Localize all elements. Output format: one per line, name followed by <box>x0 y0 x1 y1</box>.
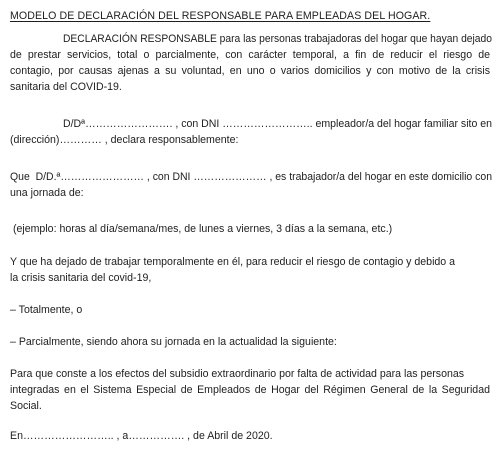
signature-place-date: En…………………….. , a……………. , de Abril de 2020. <box>10 430 273 442</box>
option-partially: – Parcialmente, siendo ahora su jornada en la actualidad la siguiente: <box>10 336 337 348</box>
paragraph-5-line-1: Para que conste a los efectos del subsidio extraordinario por falta de actividad para las personas <box>10 368 465 380</box>
paragraph-3-line-1: Que D/D.ª…………………… , con DNI ………………… , es trabajador/a del hogar en este domicilio con <box>10 171 493 183</box>
document-title: MODELO DE DECLARACIÓN DEL RESPONSABLE PARA EMPLEADAS DEL HOGAR. <box>10 10 431 22</box>
example-note: (ejemplo: horas al día/semana/mes, de lunes a viernes, 3 días a la semana, etc.) <box>10 223 393 235</box>
paragraph-1-line-1: DECLARACIÓN RESPONSABLE para las personas trabajadoras del hogar que hayan dejado <box>63 33 492 45</box>
paragraph-2-line-1: D/Dª……………………. , con DNI …………………….. empleador/a del hogar familiar sito en <box>63 118 493 130</box>
paragraph-1-line-4: sanitaria del COVID-19. <box>10 81 122 93</box>
paragraph-4-line-1: Y que ha dejado de trabajar temporalmente en él, para reducir el riesgo de contagio y debido a <box>10 256 456 268</box>
option-totally: – Totalmente, o <box>10 304 83 316</box>
paragraph-5-line-2: integradas en el Sistema Especial de Empleados de Hogar del Régimen General de la Seguridad <box>10 384 490 396</box>
paragraph-4-line-2: la crisis sanitaria del covid-19, <box>10 272 152 284</box>
paragraph-5-line-3: Social. <box>10 400 42 412</box>
paragraph-3-line-2: una jornada de: <box>10 187 84 199</box>
paragraph-1-line-3: contagio, por causas ajenas a su voluntad, en uno o varios domicilios y con motivo de la crisis <box>10 65 490 77</box>
paragraph-1-line-2: de prestar servicios, total o parcialmente, con carácter temporal, a fin de reducir el riesgo de <box>10 49 490 61</box>
paragraph-2-line-2: (dirección)………… , declara responsablemente: <box>10 134 239 146</box>
